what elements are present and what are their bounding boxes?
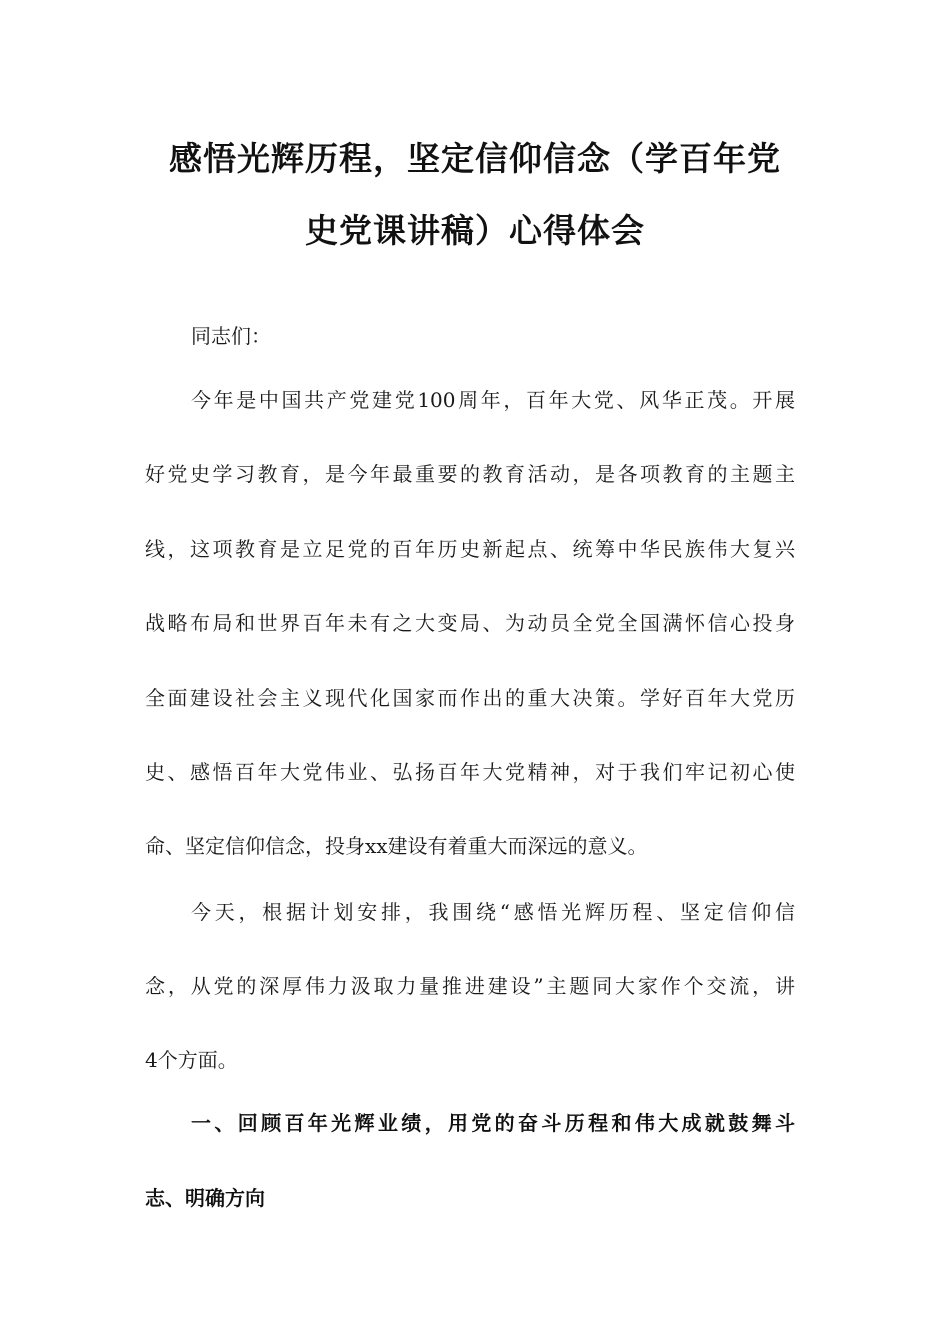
paragraph-1-line-3: 线，这项教育是立足党的百年历史新起点、统筹中华民族伟大复兴 <box>145 537 795 561</box>
section-1-heading-line-2: 志、明确方向 <box>145 1186 265 1210</box>
section-1-heading-line-1: 一、回顾百年光辉业绩，用党的奋斗历程和伟大成就鼓舞斗 <box>191 1111 795 1135</box>
paragraph-2-line-2: 念，从党的深厚伟力汲取力量推进建设”主题同大家作个交流，讲 <box>145 974 795 998</box>
paragraph-1-line-7: 命、坚定信仰信念，投身xx建设有着重大而深远的意义。 <box>145 834 648 858</box>
paragraph-1-line-1: 今年是中国共产党建党100周年，百年大党、风华正茂。开展 <box>191 388 795 412</box>
paragraph-2-line-1: 今天，根据计划安排，我围绕“感悟光辉历程、坚定信仰信 <box>191 900 795 924</box>
paragraph-1-line-4: 战略布局和世界百年未有之大变局、为动员全党全国满怀信心投身 <box>145 611 795 635</box>
paragraph-1-line-6: 史、感悟百年大党伟业、弘扬百年大党精神，对于我们牢记初心使 <box>145 760 795 784</box>
paragraph-2-line-3: 4个方面。 <box>145 1048 238 1072</box>
paragraph-1-line-2: 好党史学习教育，是今年最重要的教育活动，是各项教育的主题主 <box>145 462 795 486</box>
document-title-line-1: 感悟光辉历程，坚定信仰信念（学百年党 <box>169 139 781 178</box>
salutation: 同志们： <box>191 324 271 348</box>
document-title-line-2: 史党课讲稿）心得体会 <box>305 211 645 250</box>
paragraph-1-line-5: 全面建设社会主义现代化国家而作出的重大决策。学好百年大党历 <box>145 686 795 710</box>
